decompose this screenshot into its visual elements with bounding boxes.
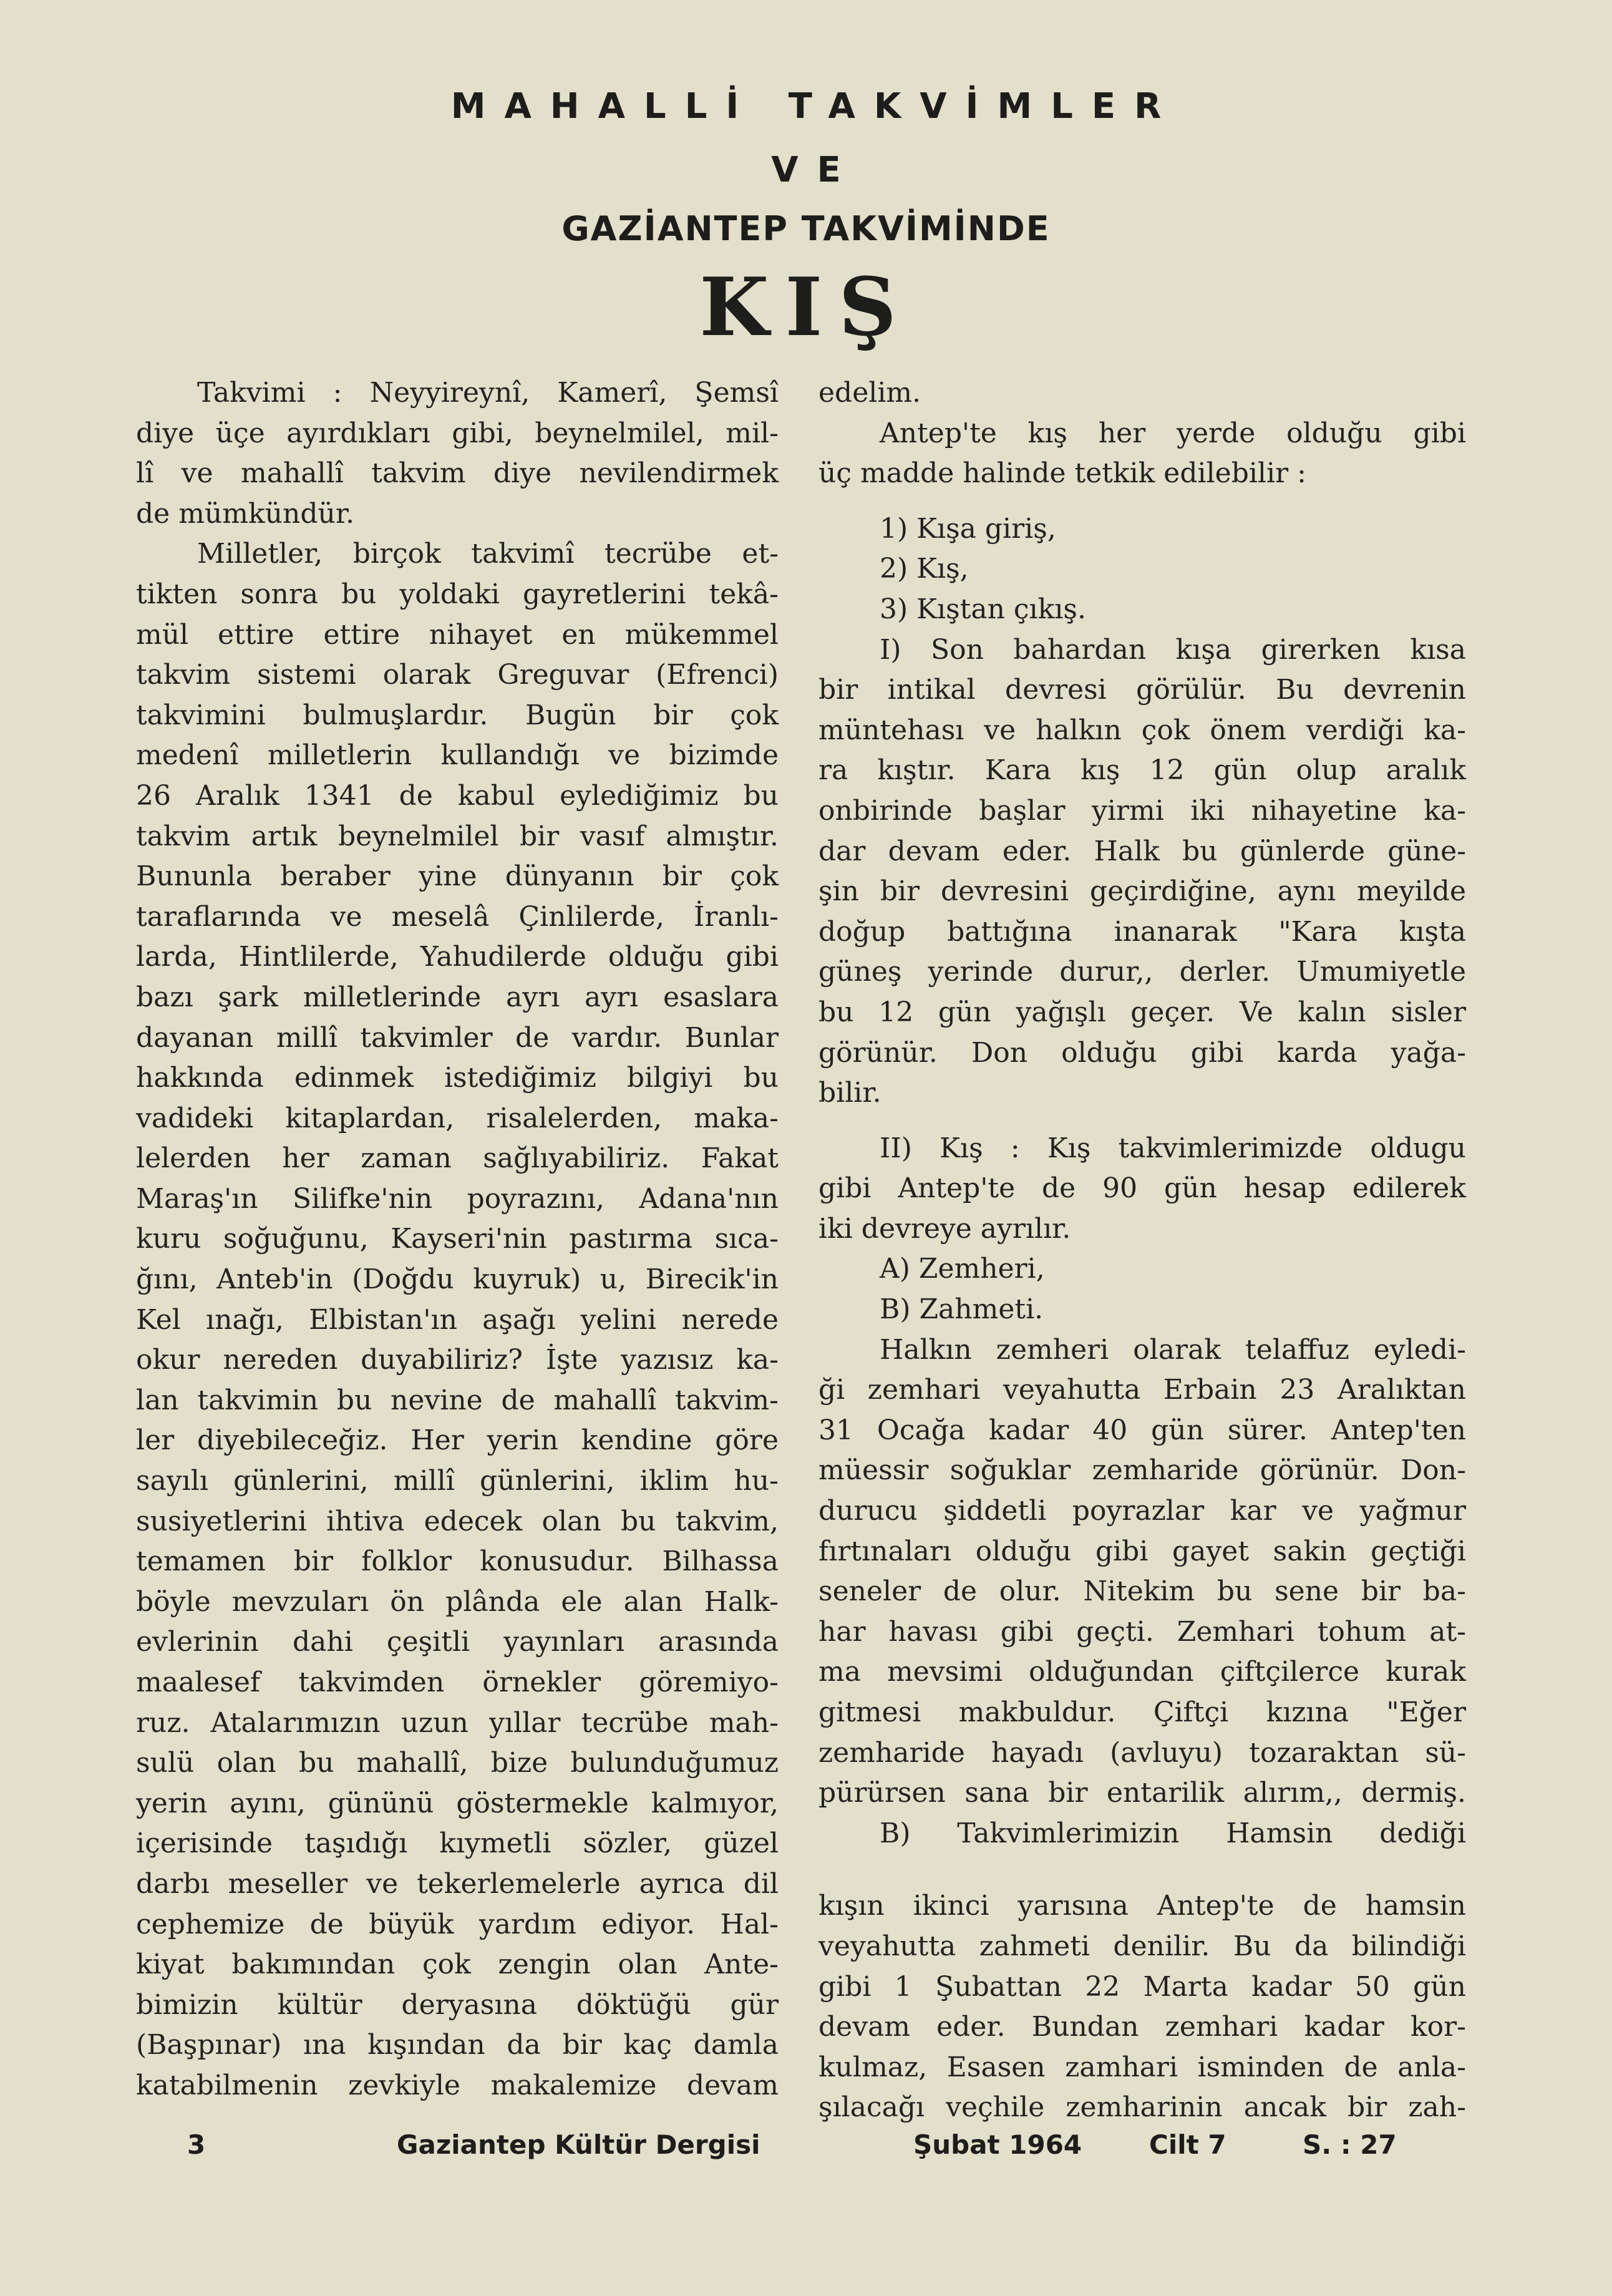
text-line: ği zemhari veyahutta Erbain 23 Aralıktan — [818, 1374, 1466, 1406]
text-line: zemharide hayadı (avluyu) tozaraktan sü- — [818, 1736, 1466, 1769]
text-line: lî ve mahallî takvim diye nevilendirmek — [136, 457, 779, 490]
text-line: susiyetlerini ihtiva edecek olan bu takvim, — [136, 1505, 779, 1537]
text-line: görünür. Don olduğu gibi karda yağa- — [818, 1036, 1466, 1069]
right-text-column — [818, 373, 1466, 2128]
text-line: şin bir devresini geçirdiğine, aynı meyilde — [818, 875, 1466, 908]
text-line: vadideki kitaplardan, risalelerden, maka- — [136, 1102, 779, 1134]
text-line: müessir soğuklar zemharide görünür. Don- — [818, 1454, 1466, 1487]
text-line: içerisinde taşıdığı kıymetli sözler, güzel — [136, 1827, 779, 1860]
text-line: bir intikal devresi görülür. Bu devrenin — [818, 674, 1466, 706]
text-line: A) Zemheri, — [880, 1253, 1045, 1285]
text-line: seneler de olur. Nitekim bu sene bir ba- — [818, 1575, 1466, 1608]
text-line: sayılı günlerini, millî günlerini, iklim hu- — [136, 1465, 779, 1497]
text-line: dar devam eder. Halk bu günlerde güne- — [818, 835, 1466, 867]
text-line: ğını, Anteb'in (Doğdu kuyruk) u, Birecik'in — [136, 1263, 779, 1296]
text-line: takvim artık beynelmilel bir vasıf almıştır. — [136, 820, 779, 852]
text-line: devam eder. Bundan zemhari kadar kor- — [818, 2011, 1466, 2043]
text-line: dayanan millî takvimler de vardır. Bunlar — [136, 1021, 779, 1054]
left-text-column — [136, 373, 779, 2106]
text-line: bazı şark milletlerinde ayrı ayrı esaslara — [136, 981, 779, 1013]
text-line: larda, Hintlilerde, Yahudilerde olduğu gibi — [136, 941, 779, 973]
text-line: gibi 1 Şubattan 22 Marta kadar 50 gün — [818, 1970, 1466, 2003]
text-line: gitmesi makbuldur. Çiftçi kızına "Eğer — [818, 1696, 1466, 1728]
text-line: bu 12 gün yağışlı geçer. Ve kalın sisler — [818, 996, 1466, 1028]
text-line: Takvimi : Neyyireynî, Kamerî, Şemsî — [197, 377, 779, 409]
text-line: sulü olan bu mahallî, bize bulunduğumuz — [136, 1747, 779, 1779]
text-line: evlerinin dahi çeşitli yayınları arasında — [136, 1626, 779, 1658]
text-line: kulmaz, Esasen zamhari isminden de anla- — [818, 2051, 1466, 2083]
text-line: iki devreye ayrılır. — [818, 1212, 1071, 1245]
text-line: onbirinde başlar yirmi iki nihayetine ka- — [818, 794, 1466, 827]
text-line: Maraş'ın Silifke'nin poyrazını, Adana'nın — [136, 1182, 779, 1215]
title-line-4: KIŞ — [699, 261, 913, 354]
text-line: 31 Ocağa kadar 40 gün sürer. Antep'ten — [818, 1414, 1466, 1446]
text-line: ma mevsimi olduğundan çiftçilerce kurak — [818, 1656, 1466, 1688]
text-line: 1) Kışa giriş, — [880, 512, 1056, 545]
text-line: müntehası ve halkın çok önem verdiği ka- — [818, 714, 1466, 746]
text-line: taraflarında ve meselâ Çinlilerde, İranlı- — [136, 900, 779, 933]
text-line: takvimini bulmuşlardır. Bugün bir çok — [136, 699, 779, 731]
text-line: güneş yerinde durur,, derler. Umumiyetle — [818, 956, 1466, 988]
text-line: darbı meseller ve tekerlemelerle ayrıca dil — [136, 1867, 779, 1900]
line-spacer — [818, 1114, 1466, 1129]
footer-date: Şubat 1964 — [913, 2129, 1082, 2160]
text-line: diye üçe ayırdıkları gibi, beynelmilel, mil- — [136, 417, 779, 449]
text-line: katabilmenin zevkiyle makalemize devam — [136, 2069, 779, 2101]
text-line: doğup battığına inanarak "Kara kışta — [818, 915, 1466, 948]
text-line: Milletler, birçok takvimî tecrübe et- — [197, 538, 779, 570]
text-line: B) Zahmeti. — [880, 1293, 1044, 1326]
text-line: cephemize de büyük yardım ediyor. Hal- — [136, 1908, 779, 1940]
text-line: kuru soğuğunu, Kayseri'nin pastırma sıca- — [136, 1223, 779, 1255]
text-line: Antep'te kış her yerde olduğu gibi — [880, 417, 1466, 449]
text-line: gibi Antep'te de 90 gün hesap edilerek — [818, 1172, 1466, 1205]
text-line: edelim. — [818, 377, 921, 409]
text-line: üç madde halinde tetkik edilebilir : — [818, 457, 1306, 490]
text-line: veyahutta zahmeti denilir. Bu da bilindiği — [818, 1930, 1466, 1962]
text-line: mül ettire ettire nihayet en mükemmel — [136, 618, 779, 651]
text-line: bimizin kültür deryasına döktüğü gür — [136, 1988, 779, 2021]
text-line: I) Son bahardan kışa girerken kısa — [880, 633, 1466, 666]
text-line: temamen bir folklor konusudur. Bilhassa — [136, 1545, 779, 1578]
text-line: kışın ikinci yarısına Antep'te de hamsin — [818, 1890, 1466, 1922]
text-line: 26 Aralık 1341 de kabul eylediğimiz bu — [136, 779, 779, 812]
text-line: Bununla beraber yine dünyanın bir çok — [136, 860, 779, 893]
text-line: ler diyebileceğiz. Her yerin kendine göre — [136, 1424, 779, 1457]
text-line: okur nereden duyabiliriz? İşte yazısız ka- — [136, 1344, 779, 1376]
text-line: lan takvimin bu nevine de mahallî takvim- — [136, 1384, 779, 1416]
text-line: takvim sistemi olarak Greguvar (Efrenci) — [136, 659, 779, 691]
text-line: II) Kış : Kış takvimlerimizde oldugu — [880, 1132, 1466, 1164]
text-line: 3) Kıştan çıkış. — [880, 593, 1086, 625]
page-footer — [0, 2129, 1612, 2167]
text-line: medenî milletlerin kullandığı ve bizimde — [136, 739, 779, 772]
footer-volume: Cilt 7 — [1149, 2129, 1226, 2160]
line-spacer — [818, 1854, 1466, 1886]
text-line: durucu şiddetli poyrazlar kar ve yağmur — [818, 1495, 1466, 1527]
text-line: ra kıştır. Kara kış 12 gün olup aralık — [818, 754, 1466, 787]
footer-issue: S. : 27 — [1303, 2129, 1397, 2160]
text-line: har havası gibi geçti. Zemhari tohum at- — [818, 1615, 1466, 1648]
text-line: yerin ayını, gününü göstermekle kalmıyor, — [136, 1787, 779, 1819]
line-spacer — [818, 494, 1466, 509]
text-line: kiyat bakımından çok zengin olan Ante- — [136, 1948, 779, 1981]
text-line: lelerden her zaman sağlıyabiliriz. Fakat — [136, 1142, 779, 1175]
text-line: hakkında edinmek istediğimiz bilgiyi bu — [136, 1062, 779, 1094]
text-line: de mümkündür. — [136, 497, 355, 530]
text-line: ruz. Atalarımızın uzun yıllar tecrübe mah- — [136, 1706, 779, 1739]
title-line-1: MAHALLİ TAKVİMLER — [450, 86, 1180, 127]
footer-magazine-name: Gaziantep Kültür Dergisi — [397, 2129, 760, 2160]
text-line: Halkın zemheri olarak telaffuz eyledi- — [880, 1333, 1466, 1366]
text-line: bilir. — [818, 1077, 881, 1109]
text-line: fırtınaları olduğu gibi gayet sakin geçtiği — [818, 1535, 1466, 1567]
text-line: (Başpınar) ına kışından da bir kaç damla — [136, 2029, 779, 2061]
text-line: pürürsen sana bir entarilik alırım,, dermiş. — [818, 1777, 1466, 1809]
text-line: tikten sonra bu yoldaki gayretlerini tekâ- — [136, 578, 779, 610]
text-line: böyle mevzuları ön plânda ele alan Halk- — [136, 1585, 779, 1618]
text-line: Kel ınağı, Elbistan'ın aşağı yelini nerede — [136, 1303, 779, 1336]
title-line-2: VE — [771, 150, 860, 190]
text-line: B) Takvimlerimizin Hamsin dediği — [880, 1817, 1466, 1849]
footer-page-number: 3 — [187, 2129, 206, 2160]
title-line-3: GAZİANTEP TAKVİMİNDE — [561, 209, 1051, 248]
text-line: 2) Kış, — [880, 553, 969, 585]
text-line: maalesef takvimden örnekler göremiyo- — [136, 1666, 779, 1698]
text-line: şılacağı veçhile zemharinin ancak bir zah- — [818, 2091, 1466, 2124]
